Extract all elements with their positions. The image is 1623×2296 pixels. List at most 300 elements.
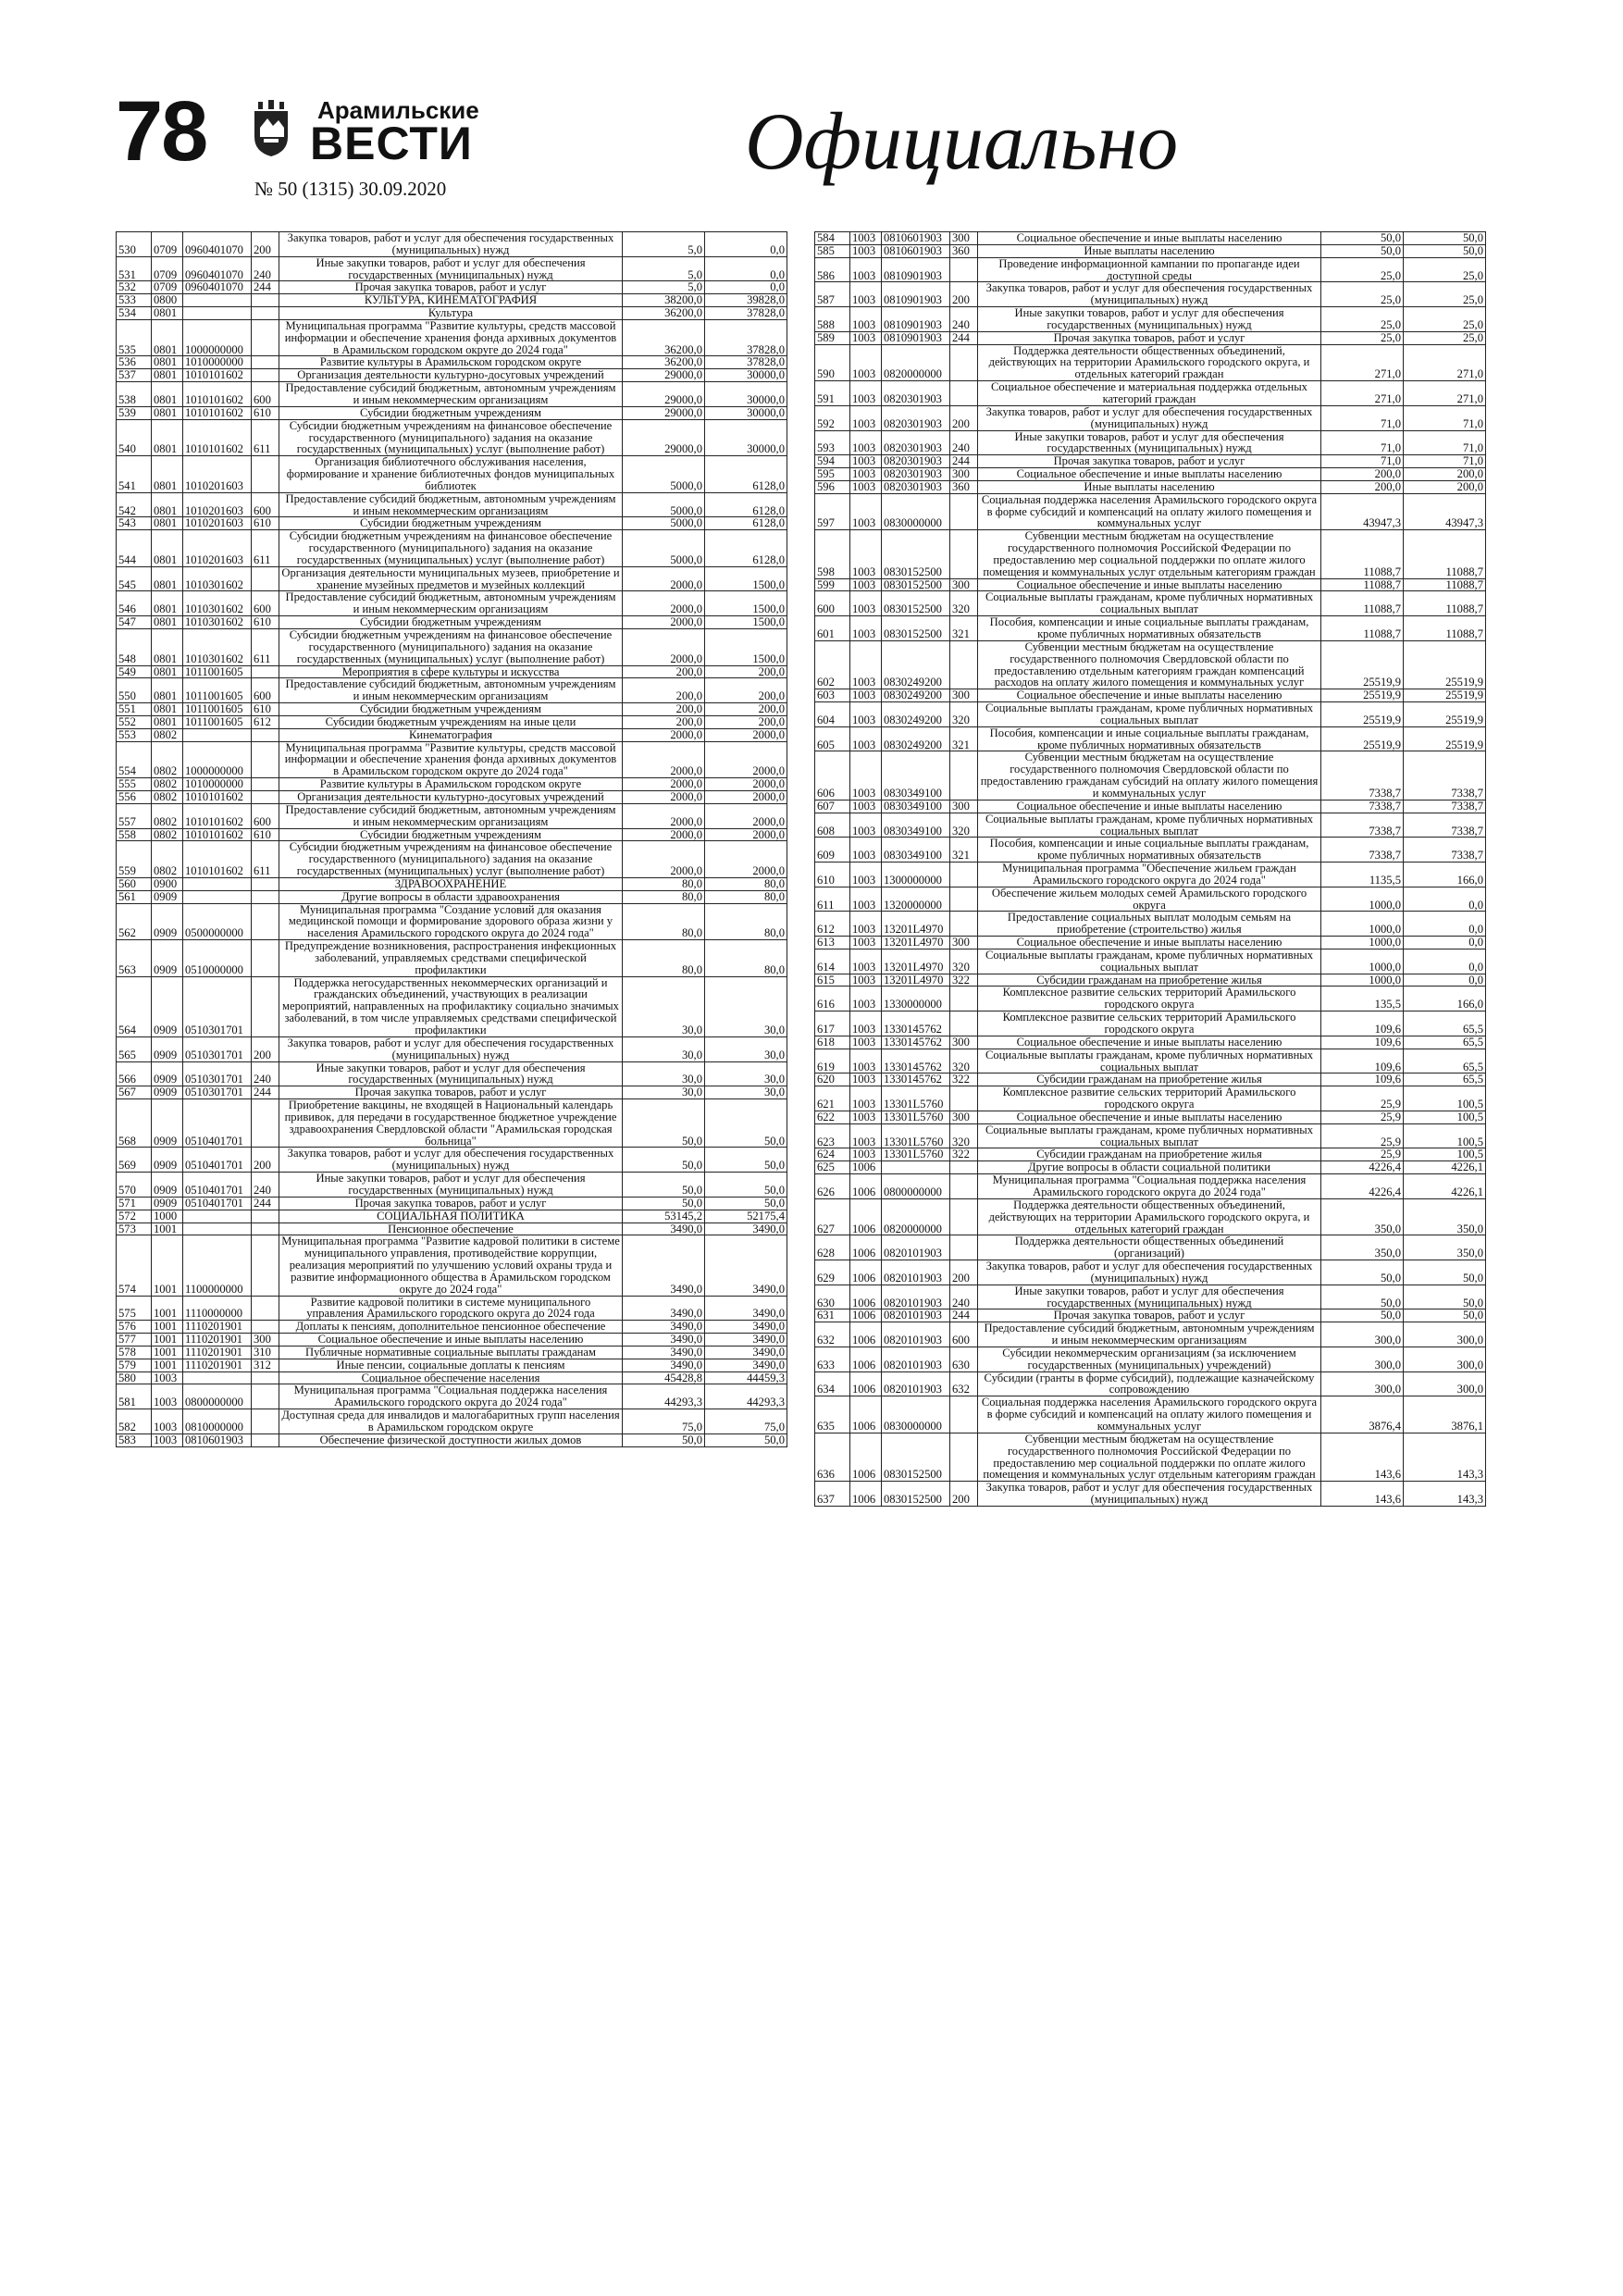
target-code: 1110201901 — [183, 1359, 252, 1371]
item-name: Предоставление социальных выплат молодым семьям на приобретение (строительство) жилья — [978, 912, 1321, 937]
amount-2022: 25,0 — [1404, 331, 1486, 344]
table-row — [117, 456, 787, 493]
section-code: 1003 — [850, 616, 882, 641]
row-number: 620 — [815, 1074, 850, 1086]
section-code: 1003 — [152, 1409, 183, 1434]
target-code: 0830000000 — [882, 1396, 950, 1433]
target-code: 13201L4970 — [882, 949, 950, 974]
expense-type: 200 — [252, 1148, 279, 1173]
table-row — [815, 430, 1486, 455]
amount-2022: 350,0 — [1404, 1198, 1486, 1235]
amount-2021: 7338,7 — [1321, 751, 1404, 800]
row-number: 625 — [815, 1161, 850, 1174]
table-row — [117, 1148, 787, 1173]
item-name: Муниципальная программа "Создание условий для оказания медицинской помощи и формирование здорового образа жизни у населения Арамильского городского округа до 2024 года" — [279, 903, 623, 940]
expense-type: 320 — [950, 949, 978, 974]
row-number: 637 — [815, 1482, 850, 1507]
section-code: 1003 — [850, 912, 882, 937]
target-code: 0800000000 — [882, 1174, 950, 1199]
amount-2021: 3490,0 — [623, 1359, 705, 1371]
item-name: Субсидии некоммерческим организациям (за исключением государственных (муниципальных) учреждений) — [978, 1347, 1321, 1371]
table-row — [117, 778, 787, 791]
item-name: Социальные выплаты гражданам, кроме публичных нормативных социальных выплат — [978, 1123, 1321, 1148]
amount-2022: 200,0 — [705, 665, 787, 678]
item-name: Предоставление субсидий бюджетным, автономным учреждениям и иным некоммерческим организациям — [978, 1322, 1321, 1347]
row-number: 568 — [117, 1099, 152, 1148]
amount-2022: 7338,7 — [1404, 838, 1486, 863]
target-code: 1010201603 — [183, 492, 252, 517]
table-row — [815, 1123, 1486, 1148]
section-code: 1003 — [850, 430, 882, 455]
item-name: Прочая закупка товаров, работ и услуг — [978, 1309, 1321, 1322]
table-row — [815, 1260, 1486, 1285]
table-row — [117, 1384, 787, 1409]
target-code: 0830152500 — [882, 530, 950, 578]
row-number: 591 — [815, 381, 850, 406]
item-name: Развитие культуры в Арамильском городском округе — [279, 778, 623, 791]
expense-type: 321 — [950, 616, 978, 641]
target-code: 0810601903 — [183, 1433, 252, 1446]
target-code: 0810901903 — [882, 282, 950, 307]
item-name: Субсидии бюджетным учреждениям на финансовое обеспечение государственного (муниципального) задания на оказание государственных (муниципальных) услуг (выполнение работ) — [279, 419, 623, 456]
table-row — [815, 307, 1486, 332]
target-code: 1011001605 — [183, 665, 252, 678]
amount-2022: 7338,7 — [1404, 800, 1486, 813]
coat-of-arms-icon — [253, 100, 290, 157]
row-number: 540 — [117, 419, 152, 456]
table-row — [815, 578, 1486, 591]
section-code: 1006 — [850, 1309, 882, 1322]
amount-2022: 75,0 — [705, 1409, 787, 1434]
amount-2021: 200,0 — [1321, 468, 1404, 481]
brand-title: ВЕСТИ — [310, 118, 473, 169]
amount-2022: 300,0 — [1404, 1347, 1486, 1371]
section-code: 1003 — [850, 726, 882, 751]
amount-2021: 109,6 — [1321, 1011, 1404, 1036]
row-number: 553 — [117, 728, 152, 741]
row-number: 597 — [815, 493, 850, 530]
item-name: Иные выплаты населению — [978, 480, 1321, 493]
section-code: 0801 — [152, 419, 183, 456]
table-row — [815, 1433, 1486, 1481]
item-name: Субсидии гражданам на приобретение жилья — [978, 1074, 1321, 1086]
item-name: Социальное обеспечение и иные выплаты населению — [279, 1334, 623, 1347]
row-number: 585 — [815, 244, 850, 257]
target-code: 0810000000 — [183, 1409, 252, 1434]
row-number: 560 — [117, 877, 152, 890]
amount-2021: 53145,2 — [623, 1210, 705, 1222]
item-name: Социальное обеспечение и иные выплаты населению — [978, 468, 1321, 481]
amount-2021: 80,0 — [623, 890, 705, 903]
row-number: 579 — [117, 1359, 152, 1371]
target-code: 0810601903 — [882, 232, 950, 245]
amount-2022: 143,3 — [1404, 1482, 1486, 1507]
target-code: 1110201901 — [183, 1334, 252, 1347]
table-row — [117, 281, 787, 294]
amount-2022: 350,0 — [1404, 1235, 1486, 1260]
row-number: 531 — [117, 256, 152, 281]
target-code: 0820000000 — [882, 344, 950, 381]
row-number: 616 — [815, 987, 850, 1011]
section-code: 1003 — [850, 578, 882, 591]
section-code: 0909 — [152, 1061, 183, 1086]
amount-2022: 143,3 — [1404, 1433, 1486, 1481]
amount-2022: 30000,0 — [705, 369, 787, 382]
section-code: 0801 — [152, 517, 183, 530]
amount-2022: 0,0 — [705, 281, 787, 294]
table-row — [117, 841, 787, 878]
target-code: 0830249200 — [882, 726, 950, 751]
expense-type: 312 — [252, 1359, 279, 1371]
table-row — [815, 232, 1486, 245]
amount-2021: 2000,0 — [623, 728, 705, 741]
expense-type: 240 — [950, 307, 978, 332]
section-code: 0909 — [152, 1099, 183, 1148]
amount-2022: 200,0 — [1404, 480, 1486, 493]
section-code: 0801 — [152, 406, 183, 419]
table-row — [815, 751, 1486, 800]
target-code: 1010201603 — [183, 456, 252, 493]
amount-2022: 7338,7 — [1404, 813, 1486, 838]
target-code — [183, 877, 252, 890]
item-name: Социальная поддержка населения Арамильского городского округа в форме субсидий и компенсаций на оплату жилого помещения и коммунальных услуг — [978, 1396, 1321, 1433]
expense-type: 611 — [252, 841, 279, 878]
item-name: Субсидии бюджетным учреждениям — [279, 517, 623, 530]
amount-2022: 25,0 — [1404, 282, 1486, 307]
target-code: 0510401701 — [183, 1099, 252, 1148]
table-row — [117, 1346, 787, 1359]
row-number: 588 — [815, 307, 850, 332]
amount-2022: 50,0 — [705, 1197, 787, 1210]
item-name: Предоставление субсидий бюджетным, автономным учреждениям и иным некоммерческим организациям — [279, 492, 623, 517]
target-code: 0830349100 — [882, 800, 950, 813]
expense-type: 322 — [950, 974, 978, 987]
expense-type: 240 — [950, 1285, 978, 1309]
amount-2022: 50,0 — [1404, 1309, 1486, 1322]
item-name: Приобретение вакцины, не входящей в Национальный календарь прививок, для передачи в государственное бюджетное учреждение здравоохранения Свердловской области "Арамильская городская больница" — [279, 1099, 623, 1148]
section-code: 1003 — [850, 1123, 882, 1148]
section-code: 1003 — [850, 813, 882, 838]
amount-2022: 300,0 — [1404, 1322, 1486, 1347]
row-number: 628 — [815, 1235, 850, 1260]
brand-subtitle: Арамильские — [317, 96, 479, 124]
table-row — [117, 903, 787, 940]
table-row — [815, 381, 1486, 406]
table-row — [117, 1235, 787, 1296]
target-code: 0830349100 — [882, 813, 950, 838]
target-code — [183, 890, 252, 903]
row-number: 549 — [117, 665, 152, 678]
amount-2021: 25,0 — [1321, 257, 1404, 282]
expense-type — [252, 369, 279, 382]
expense-type — [950, 887, 978, 912]
target-code: 1010000000 — [183, 356, 252, 369]
row-number: 613 — [815, 937, 850, 949]
target-code: 0820101903 — [882, 1285, 950, 1309]
amount-2021: 71,0 — [1321, 430, 1404, 455]
amount-2022: 30000,0 — [705, 382, 787, 407]
amount-2021: 25519,9 — [1321, 702, 1404, 727]
expense-type: 320 — [950, 702, 978, 727]
expense-type: 244 — [950, 331, 978, 344]
section-code: 1003 — [850, 1074, 882, 1086]
target-code: 0830349100 — [882, 751, 950, 800]
expense-type — [950, 493, 978, 530]
section-code: 1003 — [850, 1011, 882, 1036]
section-code: 1001 — [152, 1296, 183, 1321]
section-code: 1003 — [152, 1433, 183, 1446]
expense-type: 610 — [252, 616, 279, 629]
target-code — [882, 1161, 950, 1174]
amount-2022: 65,5 — [1404, 1074, 1486, 1086]
target-code: 1010301602 — [183, 629, 252, 666]
expense-type — [252, 566, 279, 591]
amount-2022: 11088,7 — [1404, 530, 1486, 578]
row-number: 548 — [117, 629, 152, 666]
table-row — [117, 566, 787, 591]
amount-2022: 50,0 — [705, 1433, 787, 1446]
amount-2022: 0,0 — [1404, 949, 1486, 974]
amount-2021: 50,0 — [1321, 1260, 1404, 1285]
item-name: ЗДРАВООХРАНЕНИЕ — [279, 877, 623, 890]
target-code: 13301L5760 — [882, 1123, 950, 1148]
amount-2021: 300,0 — [1321, 1371, 1404, 1396]
expense-type: 600 — [252, 382, 279, 407]
section-title: Официально — [745, 97, 1179, 187]
amount-2021: 36200,0 — [623, 319, 705, 356]
expense-type — [252, 1222, 279, 1235]
section-code: 1001 — [152, 1346, 183, 1359]
table-row — [815, 640, 1486, 689]
amount-2021: 50,0 — [623, 1433, 705, 1446]
table-row — [117, 728, 787, 741]
expense-type: 240 — [252, 256, 279, 281]
item-name: Иные закупки товаров, работ и услуг для обеспечения государственных (муниципальных) нужд — [279, 256, 623, 281]
table-row — [815, 493, 1486, 530]
item-name: Закупка товаров, работ и услуг для обеспечения государственных (муниципальных) нужд — [279, 1036, 623, 1061]
table-row — [815, 616, 1486, 641]
amount-2022: 25519,9 — [1404, 640, 1486, 689]
section-code: 1006 — [850, 1161, 882, 1174]
amount-2021: 271,0 — [1321, 344, 1404, 381]
expense-type — [252, 903, 279, 940]
amount-2021: 80,0 — [623, 940, 705, 977]
amount-2022: 25519,9 — [1404, 726, 1486, 751]
table-row — [117, 1371, 787, 1384]
table-row — [815, 726, 1486, 751]
item-name: Муниципальная программа "Социальная поддержка населения Арамильского городского округа до 2024 года" — [279, 1384, 623, 1409]
table-row — [815, 949, 1486, 974]
expense-type: 320 — [950, 813, 978, 838]
expense-type: 630 — [950, 1347, 978, 1371]
table-row — [117, 940, 787, 977]
table-row — [117, 1409, 787, 1434]
section-code: 1003 — [152, 1371, 183, 1384]
expense-type: 244 — [252, 281, 279, 294]
row-number: 584 — [815, 232, 850, 245]
item-name: Иные закупки товаров, работ и услуг для обеспечения государственных (муниципальных) нужд — [978, 430, 1321, 455]
row-number: 572 — [117, 1210, 152, 1222]
row-number: 543 — [117, 517, 152, 530]
item-name: Социальное обеспечение и иные выплаты населению — [978, 578, 1321, 591]
row-number: 636 — [815, 1433, 850, 1481]
expense-type: 320 — [950, 1123, 978, 1148]
section-code: 1006 — [850, 1285, 882, 1309]
amount-2021: 25,0 — [1321, 282, 1404, 307]
expense-type: 244 — [252, 1197, 279, 1210]
row-number: 545 — [117, 566, 152, 591]
section-code: 1006 — [850, 1347, 882, 1371]
row-number: 595 — [815, 468, 850, 481]
target-code: 0830152500 — [882, 578, 950, 591]
expense-type — [252, 1099, 279, 1148]
amount-2022: 25519,9 — [1404, 702, 1486, 727]
amount-2021: 25519,9 — [1321, 689, 1404, 702]
table-row — [117, 678, 787, 703]
amount-2022: 43947,3 — [1404, 493, 1486, 530]
item-name: Социальное обеспечение и иные выплаты населению — [978, 937, 1321, 949]
row-number: 602 — [815, 640, 850, 689]
table-row — [815, 530, 1486, 578]
amount-2021: 1000,0 — [1321, 937, 1404, 949]
expense-type — [252, 877, 279, 890]
target-code: 0510401701 — [183, 1148, 252, 1173]
row-number: 534 — [117, 307, 152, 320]
target-code: 1000000000 — [183, 741, 252, 778]
amount-2022: 3490,0 — [705, 1235, 787, 1296]
table-row — [815, 1198, 1486, 1235]
section-code: 1000 — [152, 1210, 183, 1222]
expense-type: 300 — [950, 232, 978, 245]
row-number: 556 — [117, 790, 152, 803]
item-name: Субсидии бюджетным учреждениям — [279, 616, 623, 629]
item-name: Прочая закупка товаров, работ и услуг — [279, 1197, 623, 1210]
section-code: 1003 — [850, 800, 882, 813]
amount-2021: 29000,0 — [623, 382, 705, 407]
item-name: Иные выплаты населению — [978, 244, 1321, 257]
target-code: 0820101903 — [882, 1371, 950, 1396]
amount-2021: 50,0 — [1321, 1285, 1404, 1309]
row-number: 533 — [117, 294, 152, 307]
section-code: 0909 — [152, 1036, 183, 1061]
amount-2021: 1000,0 — [1321, 974, 1404, 987]
row-number: 537 — [117, 369, 152, 382]
item-name: Пособия, компенсации и иные социальные выплаты гражданам, кроме публичных нормативных обязательств — [978, 726, 1321, 751]
amount-2022: 37828,0 — [705, 319, 787, 356]
amount-2022: 100,5 — [1404, 1086, 1486, 1111]
section-code: 0909 — [152, 976, 183, 1036]
table-row — [117, 1296, 787, 1321]
target-code: 1011001605 — [183, 715, 252, 728]
item-name: Социальная поддержка населения Арамильского городского округа в форме субсидий и компенсаций на оплату жилого помещения и коммунальных услуг — [978, 493, 1321, 530]
expense-type: 600 — [950, 1322, 978, 1347]
row-number: 574 — [117, 1235, 152, 1296]
amount-2022: 0,0 — [1404, 887, 1486, 912]
section-code: 1006 — [850, 1433, 882, 1481]
row-number: 587 — [815, 282, 850, 307]
item-name: Поддержка деятельности общественных объединений, действующих на территории Арамильского городского округа, и отдельных категорий граждан — [978, 1198, 1321, 1235]
section-code: 1001 — [152, 1321, 183, 1334]
expense-type: 632 — [950, 1371, 978, 1396]
amount-2022: 11088,7 — [1404, 616, 1486, 641]
item-name: КУЛЬТУРА, КИНЕМАТОГРАФИЯ — [279, 294, 623, 307]
expense-type — [950, 912, 978, 937]
target-code: 0500000000 — [183, 903, 252, 940]
expense-type: 300 — [950, 1036, 978, 1049]
section-code: 1003 — [850, 937, 882, 949]
item-name: Субвенции местным бюджетам на осуществление государственного полномочия Российской Федерации по предоставлению мер социальной поддержки по оплате жилого помещения и коммунальных услуг отдельным категориям граждан — [978, 1433, 1321, 1481]
target-code: 0830152500 — [882, 591, 950, 616]
item-name: Организация деятельности культурно-досуговых учреждений — [279, 790, 623, 803]
amount-2022: 3876,1 — [1404, 1396, 1486, 1433]
target-code: 0810901903 — [882, 307, 950, 332]
row-number: 582 — [117, 1409, 152, 1434]
target-code: 0510301701 — [183, 1061, 252, 1086]
row-number: 586 — [815, 257, 850, 282]
amount-2022: 30,0 — [705, 1036, 787, 1061]
budget-table-right — [814, 231, 1486, 1507]
section-code: 1003 — [850, 1036, 882, 1049]
section-code: 1003 — [850, 257, 882, 282]
target-code: 1110000000 — [183, 1296, 252, 1321]
amount-2021: 5000,0 — [623, 492, 705, 517]
amount-2021: 300,0 — [1321, 1322, 1404, 1347]
amount-2022: 200,0 — [705, 703, 787, 716]
row-number: 547 — [117, 616, 152, 629]
target-code: 1010101602 — [183, 419, 252, 456]
row-number: 626 — [815, 1174, 850, 1199]
table-row — [117, 319, 787, 356]
amount-2021: 75,0 — [623, 1409, 705, 1434]
amount-2022: 200,0 — [1404, 468, 1486, 481]
target-code: 13301L5760 — [882, 1086, 950, 1111]
amount-2022: 3490,0 — [705, 1346, 787, 1359]
expense-type — [950, 381, 978, 406]
target-code: 0510000000 — [183, 940, 252, 977]
row-number: 575 — [117, 1296, 152, 1321]
section-code: 1003 — [850, 381, 882, 406]
section-code: 0802 — [152, 841, 183, 878]
item-name: Кинематография — [279, 728, 623, 741]
item-name: Социальное обеспечение и иные выплаты населению — [978, 1036, 1321, 1049]
amount-2022: 2000,0 — [705, 778, 787, 791]
amount-2022: 80,0 — [705, 940, 787, 977]
expense-type — [252, 1409, 279, 1434]
table-row — [117, 1210, 787, 1222]
section-code: 1003 — [850, 838, 882, 863]
amount-2021: 1000,0 — [1321, 912, 1404, 937]
section-code: 0801 — [152, 678, 183, 703]
section-code: 1006 — [850, 1322, 882, 1347]
amount-2022: 50,0 — [705, 1099, 787, 1148]
target-code: 1300000000 — [882, 863, 950, 887]
target-code: 1011001605 — [183, 703, 252, 716]
target-code: 1100000000 — [183, 1235, 252, 1296]
table-row — [815, 937, 1486, 949]
table-row — [815, 591, 1486, 616]
target-code: 1011001605 — [183, 678, 252, 703]
table-row — [117, 1173, 787, 1198]
table-row — [117, 1197, 787, 1210]
amount-2021: 200,0 — [623, 715, 705, 728]
amount-2021: 30,0 — [623, 976, 705, 1036]
amount-2021: 109,6 — [1321, 1036, 1404, 1049]
table-row — [815, 1011, 1486, 1036]
amount-2021: 109,6 — [1321, 1074, 1404, 1086]
target-code: 1010101602 — [183, 406, 252, 419]
section-code: 1001 — [152, 1235, 183, 1296]
amount-2022: 71,0 — [1404, 405, 1486, 430]
